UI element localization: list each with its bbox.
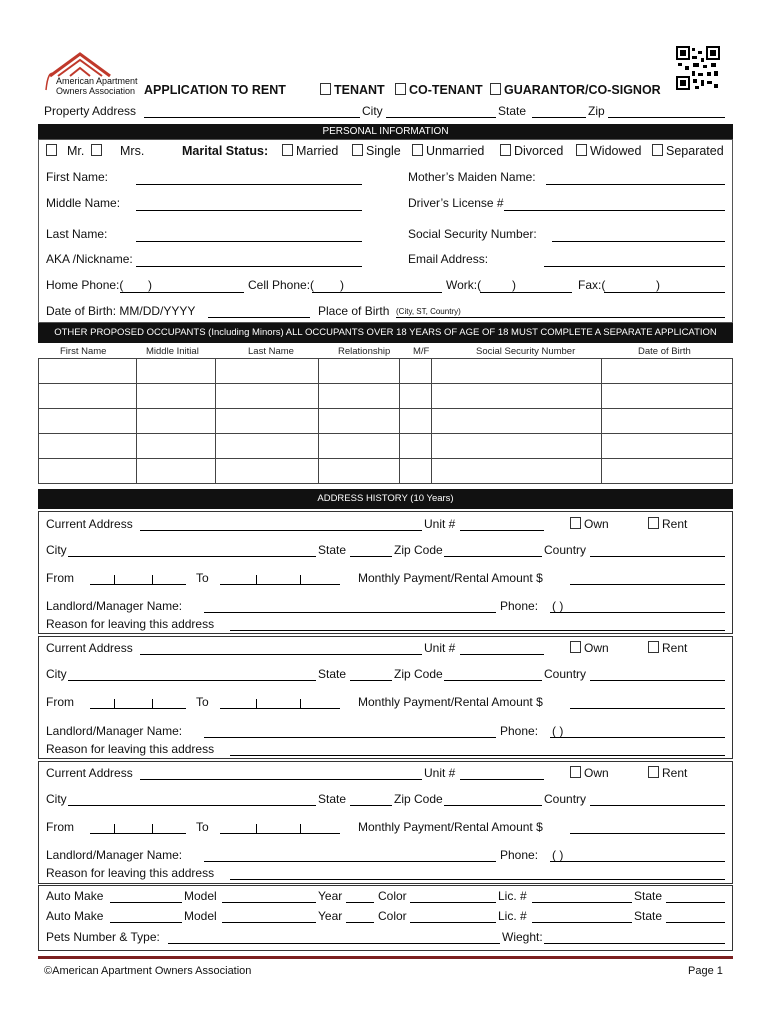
occ-cell[interactable] [136,384,215,409]
model-field[interactable] [222,922,316,923]
model-field[interactable] [222,902,316,903]
pets-label: Pets Number & Type: [46,930,160,944]
monthly-payment-label: Monthly Payment/Rental Amount $ [358,695,543,709]
state-label: State [318,667,347,681]
occ-col-last-name: Last Name [248,346,294,357]
to-label: To [196,695,209,709]
personal-info-bar: PERSONAL INFORMATION [38,124,733,139]
current-address-label: Current Address [46,517,133,531]
property-address-field[interactable] [144,117,360,118]
own-option[interactable] [570,766,609,780]
state-field[interactable] [350,680,392,681]
occ-cell[interactable] [400,459,432,484]
rent-label: Rent [662,517,688,531]
lic-label: Lic. # [498,889,527,903]
mrs-label: Mrs. [120,144,145,158]
marital-separated[interactable] [652,144,724,158]
married-label: Married [296,144,339,158]
occ-cell[interactable] [39,409,137,434]
qr-code-icon [676,46,720,90]
occ-cell[interactable] [215,359,318,384]
occ-cell[interactable] [400,384,432,409]
phone-field[interactable] [550,612,725,613]
phone-label: Phone: [500,599,539,613]
occ-cell[interactable] [318,359,400,384]
state-label: State [318,543,347,557]
rent-checkbox[interactable] [648,517,659,529]
property-state-label: State [498,104,527,118]
email-label: Email Address: [408,252,489,266]
current-address-field[interactable] [140,779,422,780]
title-mr[interactable] [46,144,105,158]
occ-cell[interactable] [400,409,432,434]
middle-name-label: Middle Name: [46,196,121,210]
landlord-label: Landlord/Manager Name: [46,848,183,862]
work-phone-label: Work:( [446,278,482,292]
occ-cell[interactable] [39,459,137,484]
widowed-checkbox[interactable] [576,144,587,156]
last-name-label: Last Name: [46,227,108,241]
phone-paren: ( ) [552,599,564,613]
unit-field[interactable] [460,654,544,655]
occ-cell[interactable] [602,384,733,409]
current-address-field[interactable] [140,530,422,531]
occ-cell[interactable] [318,384,400,409]
country-field[interactable] [590,805,725,806]
drivers-license-field[interactable] [504,210,725,211]
home-phone-paren: ) [148,278,152,292]
country-field[interactable] [590,556,725,557]
country-label: Country [544,792,587,806]
occ-cell[interactable] [39,359,137,384]
mrs-checkbox[interactable] [91,144,102,156]
auto-make-field[interactable] [110,922,182,923]
divorced-checkbox[interactable] [500,144,511,156]
current-address-field[interactable] [140,654,422,655]
own-checkbox[interactable] [570,766,581,778]
state-label: State [318,792,347,806]
reason-label: Reason for leaving this address [46,742,215,756]
property-city-field[interactable] [386,117,496,118]
footer-rule [38,956,733,959]
fax-field[interactable] [604,292,725,293]
occ-cell[interactable] [432,459,602,484]
phone-label: Phone: [500,848,539,862]
mothers-maiden-field[interactable] [546,184,725,185]
ssn-field[interactable] [552,241,725,242]
rent-label: Rent [662,641,688,655]
table-row [39,384,733,409]
marital-widowed[interactable] [576,144,641,158]
occ-cell[interactable] [602,459,733,484]
occ-cell[interactable] [318,459,400,484]
footer-copyright: ©American Apartment Owners Association [44,965,252,977]
divorced-label: Divorced [514,144,564,158]
home-phone-label: Home Phone:( [46,278,124,292]
dob-field[interactable] [208,317,310,318]
own-option[interactable] [570,641,609,655]
vehicle-state-label: State [634,909,663,923]
role-tenant-label: TENANT [334,83,385,97]
own-label: Own [584,641,609,655]
role-cotenant-label: CO-TENANT [409,83,483,97]
marital-unmarried[interactable] [412,144,484,158]
single-checkbox[interactable] [352,144,363,156]
landlord-label: Landlord/Manager Name: [46,724,183,738]
to-date-field[interactable] [220,584,340,585]
monthly-payment-label: Monthly Payment/Rental Amount $ [358,571,543,585]
own-label: Own [584,517,609,531]
occ-cell[interactable] [215,434,318,459]
occ-cell[interactable] [39,384,137,409]
role-cotenant[interactable] [395,83,483,97]
table-row [39,359,733,384]
occ-cell[interactable] [136,459,215,484]
year-label: Year [318,889,343,903]
from-date-field[interactable] [90,708,186,709]
occupants-bar: OTHER PROPOSED OCCUPANTS (Including Minors) ALL OCCUPANTS OVER 18 YEARS OF AGE OF 18 MUST COMPLETE A SEPARATE APPLICATION [38,323,733,343]
marital-single[interactable] [352,144,401,158]
from-date-field[interactable] [90,584,186,585]
occ-cell[interactable] [602,434,733,459]
own-option[interactable] [570,517,609,531]
from-date-field[interactable] [90,833,186,834]
occ-col-first-name: First Name [60,346,107,357]
occ-cell[interactable] [39,434,137,459]
country-label: Country [544,667,587,681]
place-of-birth-hint: (City, ST, Country) [396,307,461,316]
pets-field[interactable] [168,943,500,944]
landlord-field[interactable] [204,612,496,613]
color-label: Color [378,889,407,903]
home-phone-field[interactable] [120,292,244,293]
year-field[interactable] [346,922,374,923]
property-zip-label: Zip [588,104,605,118]
phone-field[interactable] [550,737,725,738]
occ-cell[interactable] [318,434,400,459]
monthly-payment-field[interactable] [570,833,725,834]
country-field[interactable] [590,680,725,681]
city-label: City [46,543,67,557]
form-title: APPLICATION TO RENT [144,83,286,97]
zip-label: Zip Code [394,667,443,681]
unit-label: Unit # [424,641,456,655]
table-row [39,459,733,484]
weight-label: Wieght: [502,930,543,944]
monthly-payment-label: Monthly Payment/Rental Amount $ [358,820,543,834]
occ-col-mf: M/F [413,346,430,357]
place-of-birth-label: Place of Birth [318,304,390,318]
email-field[interactable] [544,266,725,267]
cotenant-checkbox[interactable] [395,83,406,95]
tenant-checkbox[interactable] [320,83,331,95]
middle-name-field[interactable] [136,210,362,211]
monthly-payment-field[interactable] [570,708,725,709]
zip-field[interactable] [444,805,542,806]
auto-make-field[interactable] [110,902,182,903]
marital-status-label: Marital Status: [182,144,269,158]
role-guarantor-label: GUARANTOR/CO-SIGNOR [504,83,661,97]
color-field[interactable] [410,902,496,903]
work-phone-field[interactable] [480,292,572,293]
property-zip-field[interactable] [608,117,725,118]
to-label: To [196,820,209,834]
model-label: Model [184,909,217,923]
country-label: Country [544,543,587,557]
address-history-bar: ADDRESS HISTORY (10 Years) [38,489,733,509]
lic-field[interactable] [532,902,632,903]
table-row [39,434,733,459]
occupants-table [38,358,733,484]
occ-cell[interactable] [318,409,400,434]
occ-col-middle-initial: Middle Initial [146,346,199,357]
occ-cell[interactable] [432,384,602,409]
dob-label: Date of Birth: MM/DD/YYYY [46,304,196,318]
first-name-label: First Name: [46,170,109,184]
weight-field[interactable] [544,943,725,944]
occ-cell[interactable] [136,359,215,384]
role-tenant[interactable] [320,83,385,97]
landlord-field[interactable] [204,737,496,738]
role-guarantor[interactable] [490,83,661,97]
state-field[interactable] [350,805,392,806]
zip-label: Zip Code [394,543,443,557]
own-label: Own [584,766,609,780]
landlord-label: Landlord/Manager Name: [46,599,183,613]
city-label: City [46,792,67,806]
occ-cell[interactable] [215,409,318,434]
zip-label: Zip Code [394,792,443,806]
logo [42,46,142,100]
ssn-label: Social Security Number: [408,227,537,241]
own-checkbox[interactable] [570,641,581,653]
occ-cell[interactable] [602,409,733,434]
first-name-field[interactable] [136,184,362,185]
separated-label: Separated [666,144,724,158]
fax-label: Fax:( [578,278,606,292]
occ-cell[interactable] [432,409,602,434]
occ-col-relationship: Relationship [338,346,391,357]
unit-label: Unit # [424,517,456,531]
city-field[interactable] [68,680,316,681]
occ-cell[interactable] [432,434,602,459]
table-row [39,409,733,434]
rent-checkbox[interactable] [648,766,659,778]
auto-make-label: Auto Make [46,889,104,903]
logo-text-line1: American Apartment [56,76,138,86]
from-label: From [46,571,74,585]
lic-label: Lic. # [498,909,527,923]
auto-make-label: Auto Make [46,909,104,923]
mothers-maiden-label: Mother’s Maiden Name: [408,170,536,184]
personal-info-box [38,139,733,323]
city-field[interactable] [68,805,316,806]
property-address-label: Property Address [44,104,137,118]
place-of-birth-field[interactable] [396,317,725,318]
color-field[interactable] [410,922,496,923]
property-city-label: City [362,104,383,118]
rent-label: Rent [662,766,688,780]
own-checkbox[interactable] [570,517,581,529]
city-field[interactable] [68,556,316,557]
marital-married[interactable] [282,144,338,158]
color-label: Color [378,909,407,923]
single-label: Single [366,144,401,158]
zip-field[interactable] [444,680,542,681]
monthly-payment-field[interactable] [570,584,725,585]
city-label: City [46,667,67,681]
unit-field[interactable] [460,779,544,780]
unit-field[interactable] [460,530,544,531]
unmarried-label: Unmarried [426,144,485,158]
rent-option[interactable] [648,517,687,531]
drivers-license-label: Driver’s License # [408,196,504,210]
phone-label: Phone: [500,724,539,738]
work-phone-paren: ) [512,278,516,292]
fax-paren: ) [656,278,660,292]
occ-cell[interactable] [400,359,432,384]
phone-paren: ( ) [552,724,564,738]
unit-label: Unit # [424,766,456,780]
logo-text-line2: Owners Association [56,86,136,96]
lic-field[interactable] [532,922,632,923]
occ-cell[interactable] [215,459,318,484]
reason-label: Reason for leaving this address [46,866,215,880]
separated-checkbox[interactable] [652,144,663,156]
state-field[interactable] [350,556,392,557]
occ-cell[interactable] [136,409,215,434]
reason-field[interactable] [230,630,725,631]
reason-field[interactable] [230,879,725,880]
year-field[interactable] [346,902,374,903]
rent-option[interactable] [648,641,687,655]
married-checkbox[interactable] [282,144,293,156]
occ-cell[interactable] [136,434,215,459]
guarantor-checkbox[interactable] [490,83,501,95]
page-number: Page 1 [688,965,723,977]
cell-phone-paren: ) [340,278,344,292]
vehicle-state-field[interactable] [666,902,725,903]
current-address-label: Current Address [46,766,133,780]
to-label: To [196,571,209,585]
cell-phone-label: Cell Phone:( [248,278,315,292]
aka-label: AKA /Nickname: [46,252,133,266]
reason-field[interactable] [230,755,725,756]
occ-col-ssn: Social Security Number [476,346,576,357]
rent-option[interactable] [648,766,687,780]
mr-label: Mr. [66,144,85,158]
marital-divorced[interactable] [500,144,563,158]
current-address-label: Current Address [46,641,133,655]
reason-label: Reason for leaving this address [46,617,215,631]
property-state-field[interactable] [532,117,586,118]
year-label: Year [318,909,343,923]
vehicle-state-label: State [634,889,663,903]
to-date-field[interactable] [220,708,340,709]
occ-cell[interactable] [400,434,432,459]
from-label: From [46,695,74,709]
cell-phone-field[interactable] [312,292,442,293]
occ-cell[interactable] [432,359,602,384]
last-name-field[interactable] [136,241,362,242]
aka-field[interactable] [136,266,362,267]
model-label: Model [184,889,217,903]
occ-cell[interactable] [215,384,318,409]
occ-cell[interactable] [602,359,733,384]
widowed-label: Widowed [590,144,642,158]
unmarried-checkbox[interactable] [412,144,423,156]
mr-checkbox[interactable] [46,144,57,156]
from-label: From [46,820,74,834]
landlord-field[interactable] [204,861,496,862]
to-date-field[interactable] [220,833,340,834]
phone-paren: ( ) [552,848,564,862]
phone-field[interactable] [550,861,725,862]
occ-col-dob: Date of Birth [638,346,691,357]
zip-field[interactable] [444,556,542,557]
rent-checkbox[interactable] [648,641,659,653]
vehicle-state-field[interactable] [666,922,725,923]
